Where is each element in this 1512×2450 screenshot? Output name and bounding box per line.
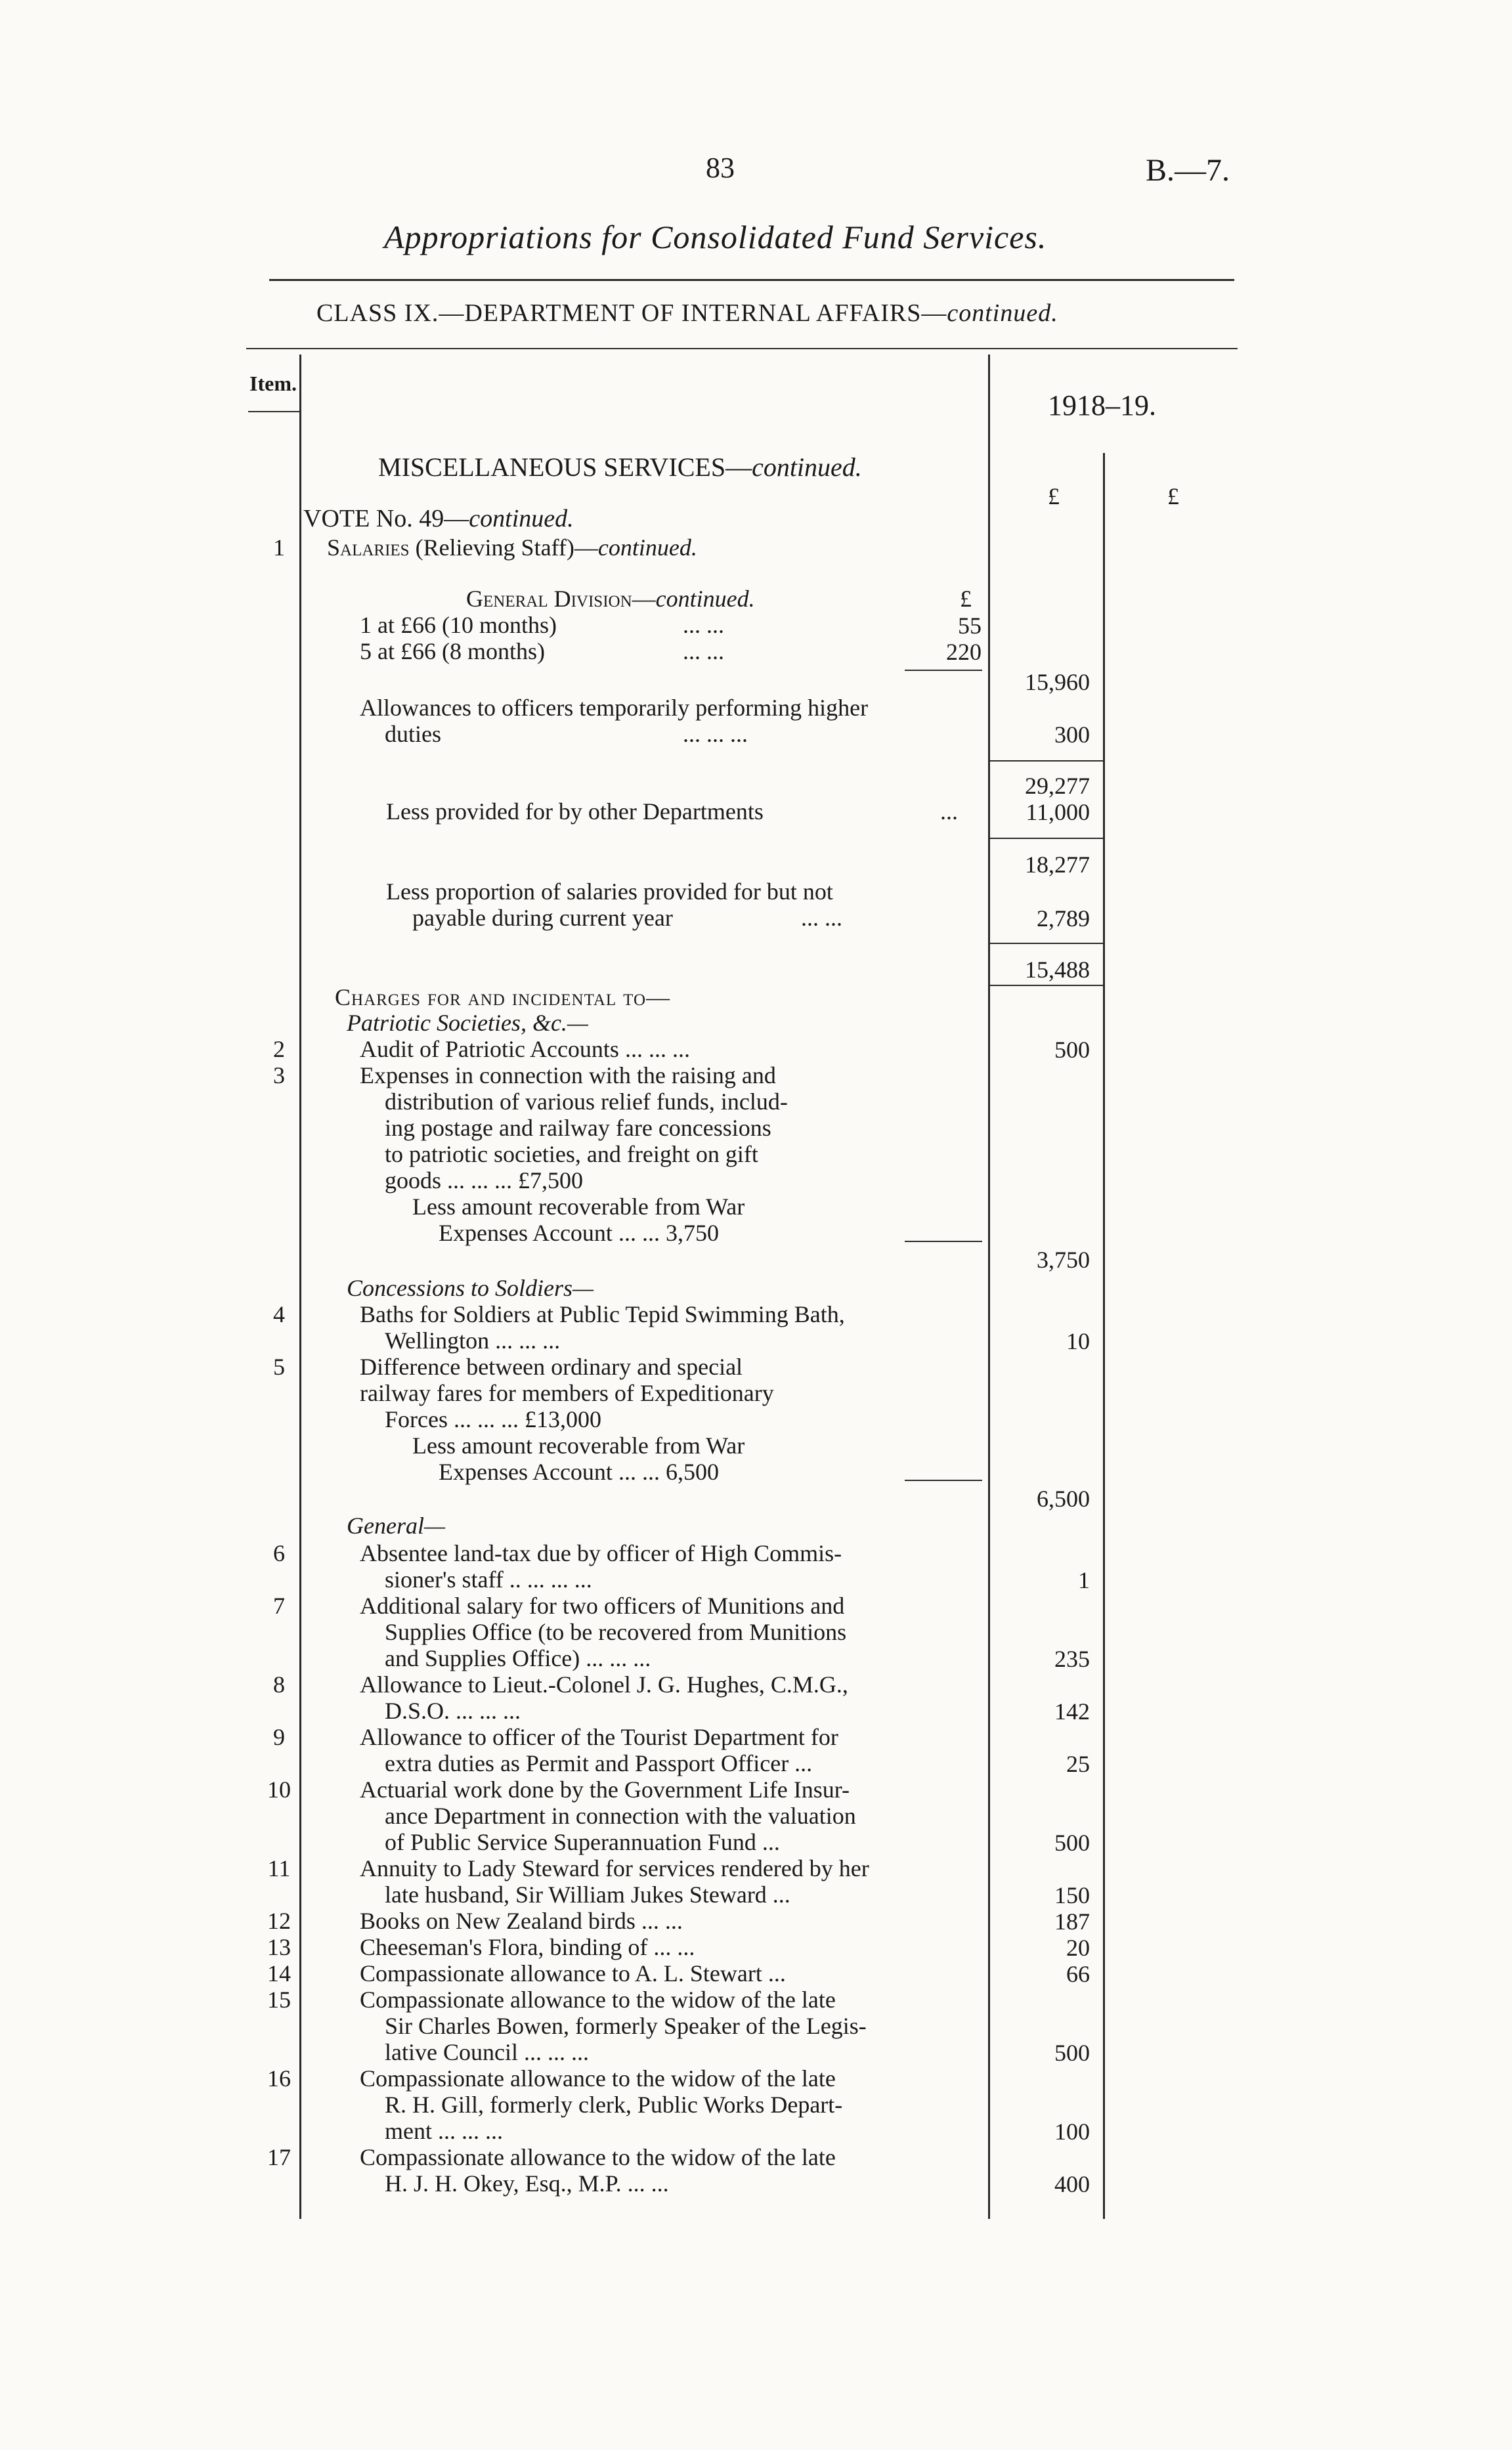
total-2: 18,277 (1025, 851, 1090, 878)
item-description-line: and Supplies Office) ... ... ... (385, 1645, 651, 1671)
item-number: 16 (267, 2065, 291, 2092)
item-amount: 100 (1054, 2118, 1090, 2145)
item-description-line: Compassionate allowance to the widow of the late (360, 2065, 836, 2092)
less-proportion-line-1: Less proportion of salaries provided for but not (386, 878, 833, 905)
item-description-line: sioner's staff .. ... ... ... (385, 1566, 592, 1593)
item-description-line: Audit of Patriotic Accounts ... ... ... (360, 1036, 690, 1062)
total1-rule (990, 760, 1103, 762)
item-number: 2 (273, 1036, 285, 1062)
item-amount: 187 (1054, 1908, 1090, 1935)
salary-subtotal-rule (905, 670, 982, 671)
item-number: 8 (273, 1671, 285, 1698)
item-description-line: Actuarial work done by the Government Life Insur- (360, 1776, 850, 1803)
item-column-header: Item. (249, 372, 297, 395)
item-description-line: Compassionate allowance to A. L. Stewart ... (360, 1960, 786, 1987)
item-number: 5 (273, 1354, 285, 1380)
item-description-line: lative Council ... ... ... (385, 2039, 589, 2065)
item-description-line: Absentee land-tax due by officer of High Commis- (360, 1540, 842, 1566)
item-description-line: Sir Charles Bowen, formerly Speaker of the Legis- (385, 2013, 867, 2039)
item-subtotal-rule (905, 1480, 982, 1481)
item-description-line: Forces ... ... ... £13,000 (385, 1406, 601, 1432)
total3-underline (990, 985, 1103, 986)
item-amount: 150 (1054, 1882, 1090, 1908)
item-amount: 66 (1066, 1961, 1090, 1987)
item-description-line: ing postage and railway fare concessions (385, 1115, 771, 1141)
total2-rule (990, 838, 1103, 839)
class-rule (246, 348, 1238, 349)
item-number: 10 (267, 1776, 291, 1803)
salary-line-2-leaders: ... ... (683, 638, 724, 664)
item-number: 7 (273, 1593, 285, 1619)
item-amount: 142 (1054, 1698, 1090, 1725)
item-description-line: Difference between ordinary and special (360, 1354, 743, 1380)
less-proportion-leaders: ... ... (801, 905, 842, 931)
item-number: 9 (273, 1724, 285, 1750)
item-description-line: Additional salary for two officers of Munitions and (360, 1593, 845, 1619)
item-amount: 500 (1054, 1830, 1090, 1856)
salary-subtotal: 15,960 (1025, 669, 1090, 695)
item-description-line: goods ... ... ... £7,500 (385, 1167, 584, 1193)
item-description-line: H. J. H. Okey, Esq., M.P. ... ... (385, 2170, 669, 2197)
item-description-line: Expenses Account ... ... 3,750 (439, 1220, 719, 1246)
second-amount-column-divider (1103, 453, 1105, 2219)
item-description-line: ance Department in connection with the valuation (385, 1803, 856, 1829)
section-heading: MISCELLANEOUS SERVICES—continued. (378, 452, 862, 482)
allowances-value: 300 (1054, 721, 1090, 748)
item-description-line: late husband, Sir William Jukes Steward ... (385, 1881, 790, 1908)
item-description-line: R. H. Gill, formerly clerk, Public Works Depart- (385, 2092, 843, 2118)
header-rule (269, 279, 1234, 281)
vote-heading: VOTE No. 49—continued. (303, 505, 574, 532)
item-amount: 500 (1054, 2040, 1090, 2066)
less-other-departments: Less provided for by other Departments (386, 798, 764, 825)
salaries-heading: Salaries (Relieving Staff)—continued. (327, 534, 697, 561)
pound-sign-col1: £ (1048, 483, 1060, 509)
item-number: 15 (267, 1987, 291, 2013)
item-amount: 235 (1054, 1646, 1090, 1672)
allowances-line-2: duties (385, 721, 441, 747)
less-proportion-value: 2,789 (1037, 905, 1090, 932)
item-column-divider (299, 355, 301, 2219)
total-3: 15,488 (1025, 956, 1090, 983)
allowances-leaders: ... ... ... (683, 721, 748, 747)
item-amount: 20 (1066, 1935, 1090, 1961)
item-description-line: extra duties as Permit and Passport Officer ... (385, 1750, 813, 1776)
salary-line-1-value: 55 (958, 612, 982, 639)
item-number: 3 (273, 1062, 285, 1088)
item-header-rule (248, 411, 299, 412)
item-amount: 1 (1078, 1567, 1090, 1593)
less-other-departments-value: 11,000 (1026, 799, 1090, 825)
item-description-line: ment ... ... ... (385, 2118, 503, 2144)
salary-line-1: 1 at £66 (10 months) (360, 612, 557, 638)
item-number: 4 (273, 1301, 285, 1327)
item-description-line: to patriotic societies, and freight on gift (385, 1141, 758, 1167)
allowances-line-1: Allowances to officers temporarily performing higher (360, 695, 869, 721)
item-description-line: Less amount recoverable from War (412, 1432, 745, 1459)
item-amount: 500 (1054, 1037, 1090, 1063)
item-amount: 25 (1066, 1751, 1090, 1777)
item-amount: 10 (1066, 1328, 1090, 1354)
total-1: 29,277 (1025, 773, 1090, 799)
item-description-line: Baths for Soldiers at Public Tepid Swimming Bath, (360, 1301, 845, 1327)
patriotic-subheading: Patriotic Societies, &c.— (347, 1010, 588, 1036)
item-amount: 6,500 (1037, 1486, 1090, 1512)
item-description-line: Supplies Office (to be recovered from Munitions (385, 1619, 847, 1645)
item-description-line: Books on New Zealand birds ... ... (360, 1908, 683, 1934)
item-description-line: Allowance to officer of the Tourist Department for (360, 1724, 838, 1750)
total3-rule (990, 943, 1103, 944)
item-description-line: Less amount recoverable from War (412, 1193, 745, 1220)
amount-column-divider (988, 355, 990, 2219)
item-number: 13 (267, 1934, 291, 1960)
item-subtotal-rule (905, 1241, 982, 1242)
item-amount: 3,750 (1037, 1247, 1090, 1273)
item-description-line: Compassionate allowance to the widow of the late (360, 2144, 836, 2170)
salary-line-1-leaders: ... ... (683, 612, 724, 638)
item-description-line: distribution of various relief funds, includ- (385, 1088, 788, 1115)
item-number: 1 (273, 534, 285, 561)
item-description-line: Compassionate allowance to the widow of the late (360, 1987, 836, 2013)
pound-sign-col2: £ (1167, 483, 1179, 509)
item-number: 14 (267, 1960, 291, 1987)
general-subheading: General— (347, 1513, 445, 1539)
item-number: 12 (267, 1908, 291, 1934)
page-number: 83 (706, 152, 735, 184)
concessions-subheading: Concessions to Soldiers— (347, 1275, 594, 1301)
item-description-line: D.S.O. ... ... ... (385, 1698, 521, 1724)
less-other-departments-leaders: ... (940, 798, 958, 825)
salary-line-2: 5 at £66 (8 months) (360, 638, 545, 664)
item-number: 6 (273, 1540, 285, 1566)
item-number: 11 (267, 1855, 291, 1881)
item-description-line: railway fares for members of Expeditionary (360, 1380, 774, 1406)
item-description-line: of Public Service Superannuation Fund ... (385, 1829, 780, 1855)
item-description-line: Expenses Account ... ... 6,500 (439, 1459, 719, 1485)
pound-sign-inner: £ (960, 586, 972, 612)
item-number: 17 (267, 2144, 291, 2170)
salary-line-2-value: 220 (946, 639, 982, 665)
item-amount: 400 (1054, 2171, 1090, 2197)
item-description-line: Expenses in connection with the raising and (360, 1062, 776, 1088)
item-description-line: Allowance to Lieut.-Colonel J. G. Hughes, C.M.G., (360, 1671, 848, 1698)
class-heading: CLASS IX.—DEPARTMENT OF INTERNAL AFFAIRS—continued. (316, 299, 1058, 327)
less-proportion-line-2: payable during current year (412, 905, 673, 931)
item-description-line: Annuity to Lady Steward for services rendered by her (360, 1855, 869, 1881)
item-description-line: Cheeseman's Flora, binding of ... ... (360, 1934, 695, 1960)
charges-heading: Charges for and incidental to— (335, 984, 671, 1010)
page-title: Appropriations for Consolidated Fund Services. (384, 219, 1047, 255)
item-description-line: Wellington ... ... ... (385, 1327, 561, 1354)
year-column-header: 1918–19. (1048, 389, 1156, 421)
general-division-heading: General Division—continued. (466, 586, 755, 612)
document-reference: B.—7. (1146, 153, 1230, 188)
